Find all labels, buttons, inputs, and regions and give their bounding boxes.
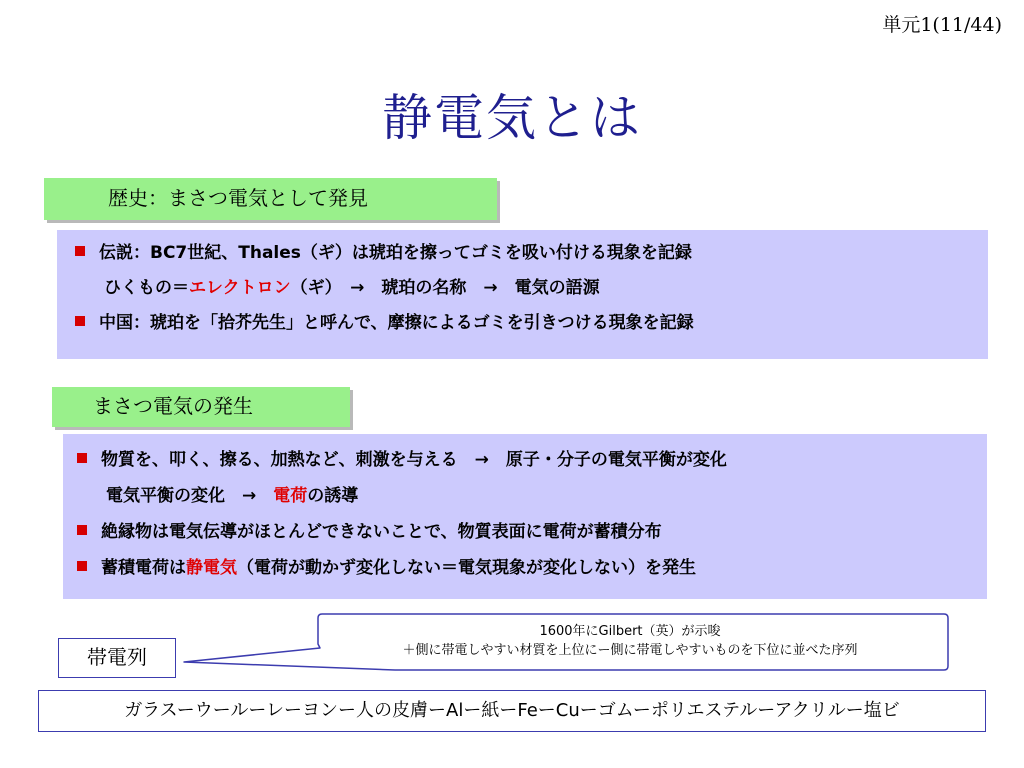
- callout-line-origin: 1600年にGilbert（英）が示唆: [539, 624, 721, 639]
- callout-text: [316, 622, 944, 660]
- generation-line-text: 蓄積電荷は: [101, 558, 186, 578]
- generation-line-text: 絶縁物は電気伝導がほとんどできないことで、物質表面に電荷が蓄積分布: [101, 522, 662, 542]
- generation-line-stimulus: [77, 442, 987, 478]
- bullet-icon: [75, 246, 85, 256]
- bullet-icon: [75, 316, 85, 326]
- bullet-icon: [77, 453, 87, 463]
- generation-content-box: [63, 434, 987, 599]
- callout-line-description: ＋側に帯電しやすい材質を上位にー側に帯電しやすいものを下位に並べた序列: [402, 643, 858, 658]
- bullet-icon: [77, 525, 87, 535]
- highlight-static-electricity: 静電気: [186, 558, 237, 578]
- page-title: 静電気とは: [382, 89, 642, 147]
- history-line-china: [75, 306, 988, 341]
- section-label-history: 歴史：まさつ電気として発見: [44, 178, 497, 220]
- history-line-text: 中国：琥珀を「拾芥先生」と呼んで、摩擦によるゴミを引きつける現象を記録: [99, 313, 694, 333]
- generation-line-text: 物質を、叩く、擦る、加熱など、刺激を与える → 原子・分子の電気平衡が変化: [101, 450, 727, 470]
- bullet-icon: [77, 561, 87, 571]
- history-content-box: [57, 230, 988, 359]
- generation-line-text: の誘導: [307, 486, 359, 506]
- generation-line-text: 電気平衡の変化 →: [106, 486, 274, 506]
- history-line-text: 伝説：BC7世紀、Thales（ギ）は琥珀を擦ってゴミを吸い付ける現象を記録: [99, 243, 692, 263]
- history-line-text: ひくもの＝: [104, 278, 189, 298]
- generation-line-static: [77, 550, 987, 586]
- section-label-generation: まさつ電気の発生: [52, 387, 350, 427]
- generation-line-text: （電荷が動かず変化しない＝電気現象が変化しない）を発生: [237, 558, 696, 578]
- history-line-text: （ギ） → 琥珀の名称 → 電気の語源: [290, 278, 600, 298]
- highlight-electron: エレクトロン: [189, 278, 291, 298]
- generation-line-induction: [77, 478, 987, 514]
- history-line-legend: [75, 236, 988, 271]
- generation-line-insulator: [77, 514, 987, 550]
- page-number: 単元1(11/44): [882, 14, 1002, 36]
- triboelectric-series-label: 帯電列: [58, 638, 176, 678]
- triboelectric-series-list: ガラスーウールーレーヨンー人の皮膚ーAlー紙ーFeーCuーゴムーポリエステルーアクリルー塩ビ: [38, 690, 986, 732]
- history-line-electron: [75, 271, 988, 306]
- highlight-charge: 電荷: [273, 486, 308, 506]
